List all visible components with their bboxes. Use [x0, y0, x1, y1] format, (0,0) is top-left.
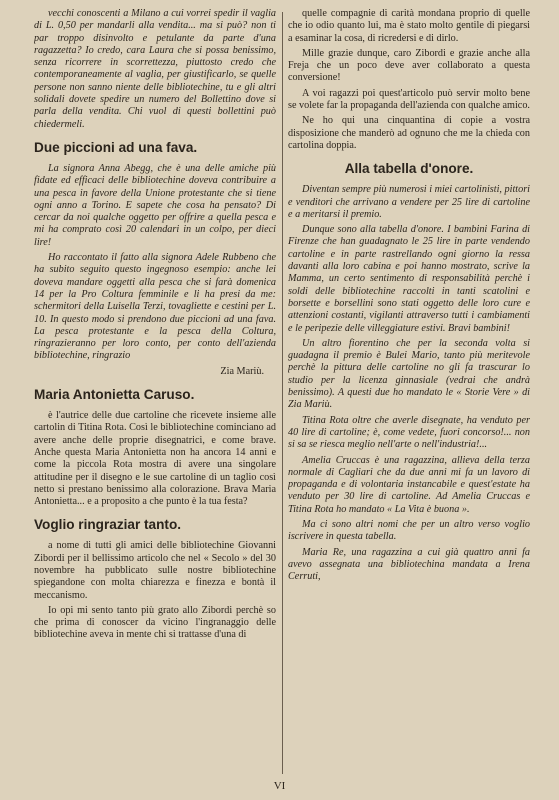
- heading-voglio-ringraziar: Voglio ringraziar tanto.: [34, 517, 182, 533]
- paragraph: è l'autrice delle due cartoline che ricevete insieme alle cartolin di Titina Rota. Così le bibliotechine cominciano ad avere anche delle proprie disegnatrici, e come brave. Anche questa Maria Antonietta non ha ancora 14 anni e come la piccola Rota mostra di avere una singolare attitudine per il disegno e le sue cartoline di un taglio così netto si prestano benissimo alla colorazione. Brava Maria Antonietta... e a proposito a che punto è la tua festa?: [34, 410, 276, 508]
- paragraph: Titina Rota oltre che averle disegnate, ha venduto per 40 lire di cartoline; è, come vedete, fuori concorso!... non si sa se riesca meglio nell'arte o nell'industria!...: [288, 414, 530, 451]
- signature: Zia Mariù.: [220, 365, 264, 377]
- paragraph: Maria Re, una ragazzina a cui già quattro anni fa avevo assegnata una bibliotechina mandata a Irena Cerruti,: [288, 546, 530, 583]
- paragraph: Amelia Cruccas è una ragazzina, allieva della terza normale di Cagliari che da due anni mi fa un lavoro di propaganda e di volontaria instancabile e quest'estate ha venduto per 30 lire di cartoline. Ad Amelia Cruccas e Titina Rota ho mandato « La Vita è buona ».: [288, 454, 530, 515]
- paragraph: Ma ci sono altri nomi che per un altro verso voglio iscrivere in questa tabella.: [288, 518, 530, 543]
- heading-due-piccioni: Due piccioni ad una fava.: [34, 139, 198, 155]
- paragraph: Mille grazie dunque, caro Zibordi e grazie anche alla Freja che un poco deve aver collaborato a questa conversione!: [288, 47, 530, 84]
- paragraph: quelle compagnie di carità mondana proprio di quelle che io odio quanto lui, ma è stato molto gentile di piegarsi a esaminar la cosa, di ricredersi e di dirlo.: [288, 8, 530, 44]
- paragraph: La signora Anna Abegg, che è una delle amiche più fidate ed efficaci delle bibliotechine doveva contribuire a una pesca in favore della Unione protestante che si tiene ogni anno a Torino. E sapete che cosa ha pensato? Di cercar da noi qualche oggetto per offrire a quella pesca e mi ha comprato così 20 calendari in un colpo, per dieci lire!: [34, 162, 276, 248]
- paragraph: a nome di tutti gli amici delle bibliotechine Giovanni Zibordi per il bellissimo articolo che nel « Secolo » del 30 novembre ha pubblicato sulle nostre bibliotechine spiegandone con molta chiarezza e finezza e bontà il meccanismo.: [34, 540, 276, 601]
- heading-tabella-onore: Alla tabella d'onore.: [344, 161, 474, 177]
- paragraph: Un altro fiorentino che per la seconda volta si guadagna il premio è Bulei Mario, tanto più meritevole perchè la pittura delle cartoline no gli fa trascurar lo studio per la licenza ginnasiale (vedrai che andrà benissimo). A questi due ho mandato le « Storie Vere » di Zia Mariù.: [288, 337, 530, 411]
- paragraph: Ne ho qui una cinquantina di copie a vostra disposizione che manderò ad ognuno che me la chieda con cartolina doppia.: [288, 115, 530, 151]
- paragraph: A voi ragazzi poi quest'articolo può servir molto bene se volete far la propaganda dell'azienda con qualche amico.: [288, 87, 530, 112]
- page-number: VI: [273, 780, 286, 792]
- heading-maria-antonietta: Maria Antonietta Caruso.: [34, 387, 195, 403]
- left-column: [34, 8, 276, 772]
- paragraph: Diventan sempre più numerosi i miei cartolinisti, pittori e venditori che arrivano a vendere per 25 lire di cartoline e a meritarsi il premio.: [288, 184, 530, 220]
- paragraph: Io opi mi sento tanto più grato allo Zibordi perchè so che prima di conoscer da vicino l'ingranaggio delle bibliotechine aveva in mente chi si trattasse d'una di: [34, 604, 276, 641]
- paragraph: Dunque sono alla tabella d'onore. I bambini Farina di Firenze che han guadagnato le 25 lire in parte vendendo cartoline e in parte rastrellando ogni giorno la ressa davanti alla loro cabina e poi hanno mostrato, scrive la Mamma, un certo sentimento di responsabilità perchè i soldi delle bibliotechine raccolti in tanti scatolini e borsette e borsellini sono stati oggetto delle loro cure e attenzioni costanti, vigilanti attraverso tutti i cambiamenti e le peripezie delle villeggiature estivi. Bravi bambini!: [288, 224, 530, 334]
- left-intro-paragraph: vecchi conoscenti a Milano a cui vorrei spedir il vaglia di L. 0,50 per mandarli alla vendita... ma si può? non ti par troppo disinvolto e petulante da parte d'una ragazzetta? Io credo, cara Laura che si possa benissimo, senza ricorrere in scorrettezza, piuttosto credo che contemporaneamente al vaglia, per giustificarlo, se quelle persone non sanno niente delle bibliotechine, tu e gli altri solidali dovete spedire un numero del Bollettino dove si parla della vendita. Chi vuol di questi bollettini può chiedermeli.: [34, 8, 276, 130]
- right-column: [288, 8, 530, 772]
- paragraph: Ho raccontato il fatto alla signora Adele Rubbeno che ha subito seguito questo ingegnoso esempio: anche lei doveva mandare oggetti alla pesca che si farà domenica 14 per la Pro Coltura femminile e li ha presi da me: schermitori della Luisella Terzi, tovagliette e cestini per L. 10. In questo modo si prendono due piccioni ad una fava. La pesca protestante e la pesca della Coltura, ringrazieranno per loro conto, per conto dell'azienda bibliotechine, ringrazio: [34, 252, 276, 362]
- column-divider: [282, 12, 283, 774]
